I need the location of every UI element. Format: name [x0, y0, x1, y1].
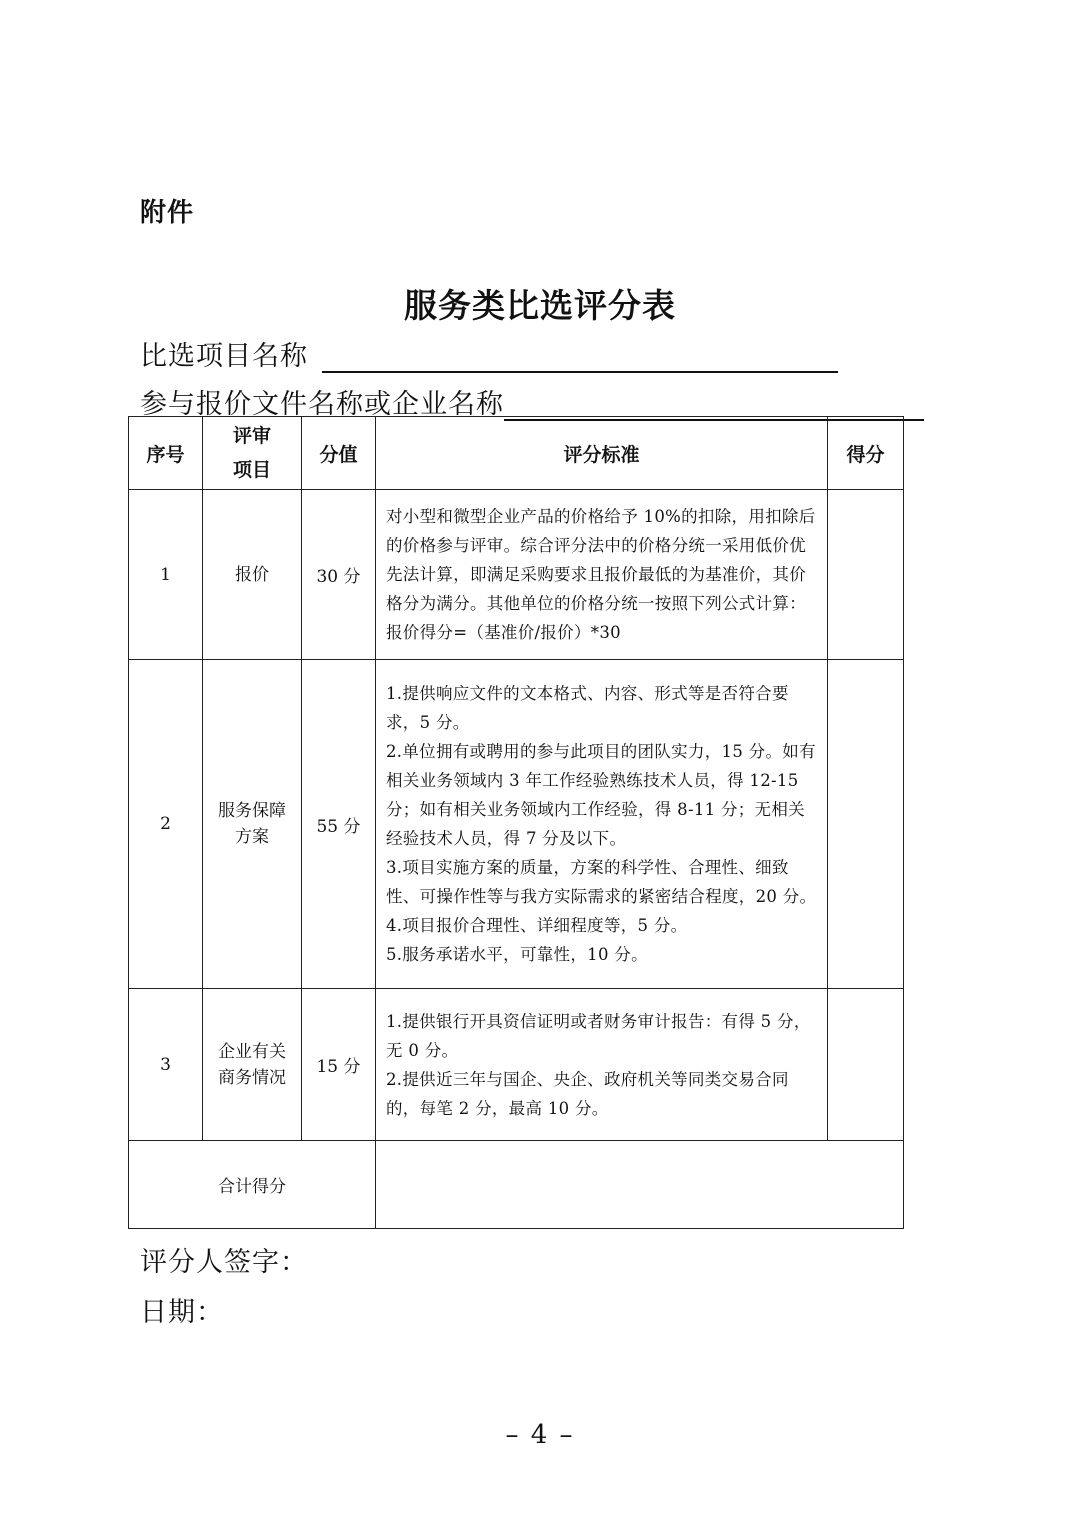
row-review-item-line1: 服务保障	[218, 801, 286, 821]
attachment-label: 附件	[140, 198, 195, 228]
scoring-table	[128, 416, 904, 1229]
criteria-line: 4.项目报价合理性、详细程度等，5 分。	[386, 916, 688, 935]
row-review-item-line1: 报价	[235, 564, 269, 585]
bidder-name-label: 参与报价文件名称或企业名称	[140, 389, 504, 420]
header-points: 分值	[302, 417, 376, 490]
row-seq: 3	[129, 989, 203, 1141]
date-label: 日期：	[140, 1297, 224, 1328]
table-row	[129, 490, 904, 660]
row-criteria	[376, 490, 828, 660]
row-review-item-line2: 商务情况	[218, 1067, 286, 1088]
row-seq: 2	[129, 660, 203, 989]
page-title: 服务类比选评分表	[404, 286, 676, 325]
criteria-line: 2.提供近三年与国企、央企、政府机关等同类交易合同的，每笔 2 分，最高 10 分。	[386, 1069, 789, 1118]
criteria-line: 1.提供银行开具资信证明或者财务审计报告：有得 5 分，无 0 分。	[386, 1011, 811, 1060]
project-name-blank[interactable]	[322, 343, 838, 373]
page-number: – 4 –	[505, 1420, 575, 1450]
criteria-line: 3.项目实施方案的质量，方案的科学性、合理性、细致性、可操作性等与我方实际需求的紧密结合程度，20 分。	[386, 858, 817, 906]
row-seq: 1	[129, 490, 203, 660]
table-row	[129, 660, 904, 989]
project-name-field	[140, 334, 838, 373]
header-review-item-line1: 评审	[232, 425, 271, 447]
row-review-item-line2: 方案	[235, 827, 269, 847]
row-review-item	[203, 660, 302, 989]
total-label: 合计得分	[129, 1141, 376, 1229]
header-criteria: 评分标准	[376, 417, 828, 490]
header-score: 得分	[828, 417, 904, 490]
row-score-cell[interactable]	[828, 490, 904, 660]
header-review-item	[203, 417, 302, 490]
header-review-item-line2: 项目	[232, 459, 271, 481]
row-points: 30 分	[302, 490, 376, 660]
header-seq: 序号	[129, 417, 203, 490]
criteria-line: 2.单位拥有或聘用的参与此项目的团队实力，15 分。如有相关业务领域内 3 年工作经验熟练技术人员，得 12-15 分；如有相关业务领域内工作经验，得 8-11 分；无相关经验技术人员，得 7 分及以下。	[386, 742, 816, 848]
row-review-item	[203, 490, 302, 660]
signer-label: 评分人签字：	[140, 1247, 308, 1278]
total-row	[129, 1141, 904, 1229]
row-points: 15 分	[302, 989, 376, 1141]
criteria-line: 5.服务承诺水平，可靠性，10 分。	[386, 945, 648, 964]
project-name-label: 比选项目名称	[140, 341, 308, 372]
row-points: 55 分	[302, 660, 376, 989]
row-score-cell[interactable]	[828, 660, 904, 989]
row-criteria	[376, 989, 828, 1141]
row-review-item-line1: 企业有关	[218, 1041, 286, 1062]
criteria-line: 1.提供响应文件的文本格式、内容、形式等是否符合要求，5 分。	[386, 684, 789, 732]
total-score-cell[interactable]	[376, 1141, 904, 1229]
table-header-row	[129, 417, 904, 490]
table-row	[129, 989, 904, 1141]
row-criteria	[376, 660, 828, 989]
criteria-line: 对小型和微型企业产品的价格给予 10%的扣除，用扣除后的价格参与评审。综合评分法中的价格分统一采用低价优先法计算，即满足采购要求且报价最低的为基准价，其价格分为满分。其他单位的价格分统一按照下列公式计算：报价得分=（基准价/报价）*30	[386, 507, 816, 642]
row-score-cell[interactable]	[828, 989, 904, 1141]
row-review-item	[203, 989, 302, 1141]
